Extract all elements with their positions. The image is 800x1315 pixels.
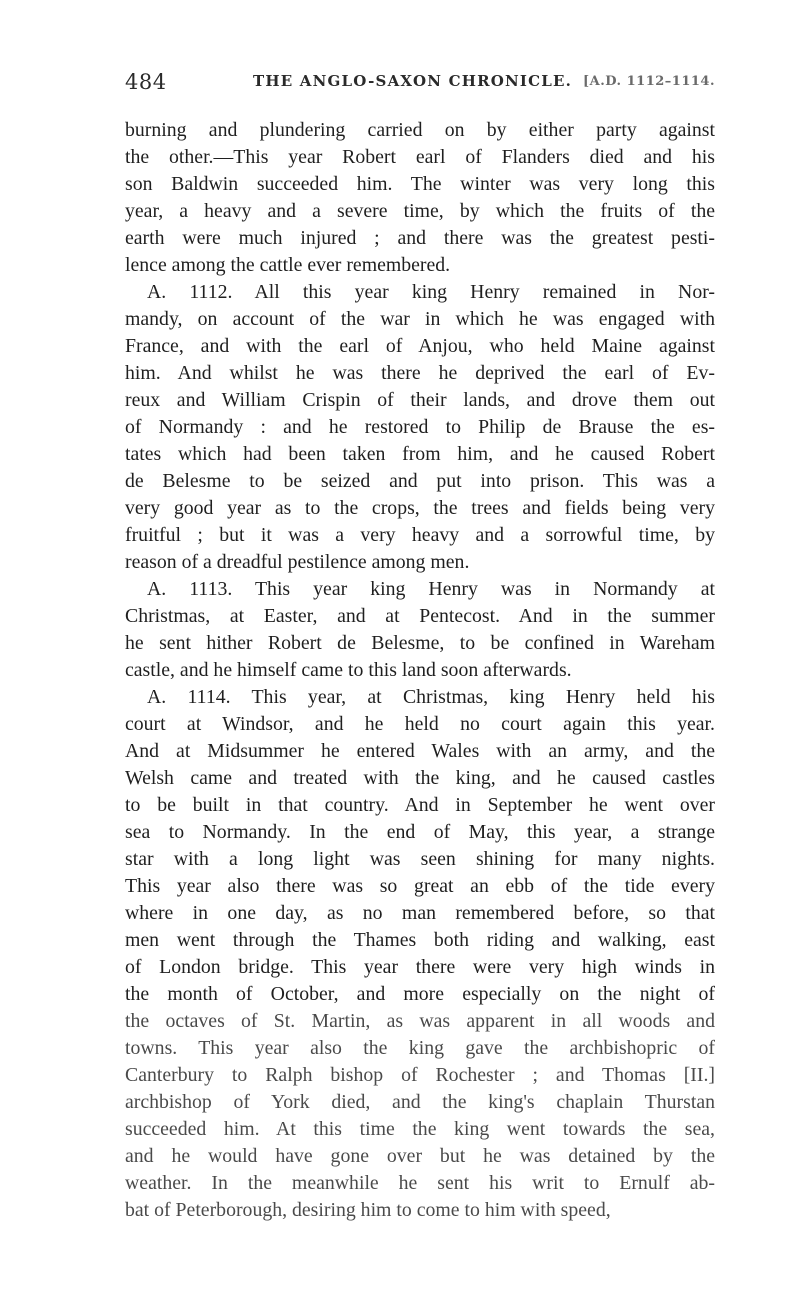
- text-line: Canterbury to Ralph bishop of Rochester ; and Thomas [II.]: [125, 1064, 715, 1086]
- running-head: [125, 70, 715, 104]
- text-line: son Baldwin succeeded him. The winter was very long this: [125, 173, 715, 195]
- text-line: men went through the Thames both riding and walking, east: [125, 929, 715, 951]
- text-line: to be built in that country. And in September he went over: [125, 794, 715, 816]
- text-line-entry-1112: A. 1112. All this year king Henry remained in Nor-: [147, 281, 715, 303]
- text-line: weather. In the meanwhile he sent his writ to Ernulf ab-: [125, 1172, 715, 1194]
- text-line: year, a heavy and a severe time, by which the fruits of the: [125, 200, 715, 222]
- text-line-entry-1113: A. 1113. This year king Henry was in Normandy at: [147, 578, 715, 600]
- text-line: where in one day, as no man remembered before, so that: [125, 902, 715, 924]
- date-range: [A.D. 1112–1114.: [582, 74, 715, 89]
- text-line: sea to Normandy. In the end of May, this year, a strange: [125, 821, 715, 843]
- text-line: court at Windsor, and he held no court again this year.: [125, 713, 715, 735]
- text-line: And at Midsummer he entered Wales with an army, and the: [125, 740, 715, 762]
- text-line: he sent hither Robert de Belesme, to be confined in Wareham: [125, 632, 715, 654]
- text-line: succeeded him. At this time the king went towards the sea,: [125, 1118, 715, 1140]
- text-line: burning and plundering carried on by either party against: [125, 119, 715, 141]
- text-line: lence among the cattle ever remembered.: [125, 254, 451, 276]
- text-line: of Normandy : and he restored to Philip de Brause the es-: [125, 416, 715, 438]
- text-line: Christmas, at Easter, and at Pentecost. And in the summer: [125, 605, 715, 627]
- text-line: the month of October, and more especially on the night of: [125, 983, 715, 1005]
- text-line: him. And whilst he was there he deprived the earl of Ev-: [125, 362, 715, 384]
- text-line: bat of Peterborough, desiring him to come to him with speed,: [125, 1199, 611, 1221]
- text-line: Welsh came and treated with the king, and he caused castles: [125, 767, 715, 789]
- text-line: towns. This year also the king gave the archbishopric of: [125, 1037, 715, 1059]
- text-line: star with a long light was seen shining for many nights.: [125, 848, 715, 870]
- page-number: 484: [125, 70, 167, 94]
- text-line: very good year as to the crops, the trees and fields being very: [125, 497, 715, 519]
- text-line: This year also there was so great an ebb of the tide every: [125, 875, 715, 897]
- text-line: earth were much injured ; and there was the greatest pesti-: [125, 227, 715, 249]
- text-line-entry-1114: A. 1114. This year, at Christmas, king Henry held his: [147, 686, 715, 708]
- text-line: mandy, on account of the war in which he was engaged with: [125, 308, 715, 330]
- book-page: [125, 70, 715, 1224]
- text-line: archbishop of York died, and the king's chaplain Thurstan: [125, 1091, 715, 1113]
- text-line: France, and with the earl of Anjou, who held Maine against: [125, 335, 715, 357]
- text-line: fruitful ; but it was a very heavy and a sorrowful time, by: [125, 524, 715, 546]
- body-text: [125, 117, 715, 1224]
- running-title: THE ANGLO-SAXON CHRONICLE.: [253, 72, 573, 90]
- text-line: of London bridge. This year there were very high winds in: [125, 956, 715, 978]
- text-line: the octaves of St. Martin, as was apparent in all woods and: [125, 1010, 715, 1032]
- text-line: reux and William Crispin of their lands, and drove them out: [125, 389, 715, 411]
- text-line: castle, and he himself came to this land soon afterwards.: [125, 659, 572, 681]
- text-line: the other.—This year Robert earl of Flanders died and his: [125, 146, 715, 168]
- text-line: de Belesme to be seized and put into prison. This was a: [125, 470, 715, 492]
- text-line: and he would have gone over but he was detained by the: [125, 1145, 715, 1167]
- text-line: reason of a dreadful pestilence among men.: [125, 551, 470, 573]
- text-line: tates which had been taken from him, and he caused Robert: [125, 443, 715, 465]
